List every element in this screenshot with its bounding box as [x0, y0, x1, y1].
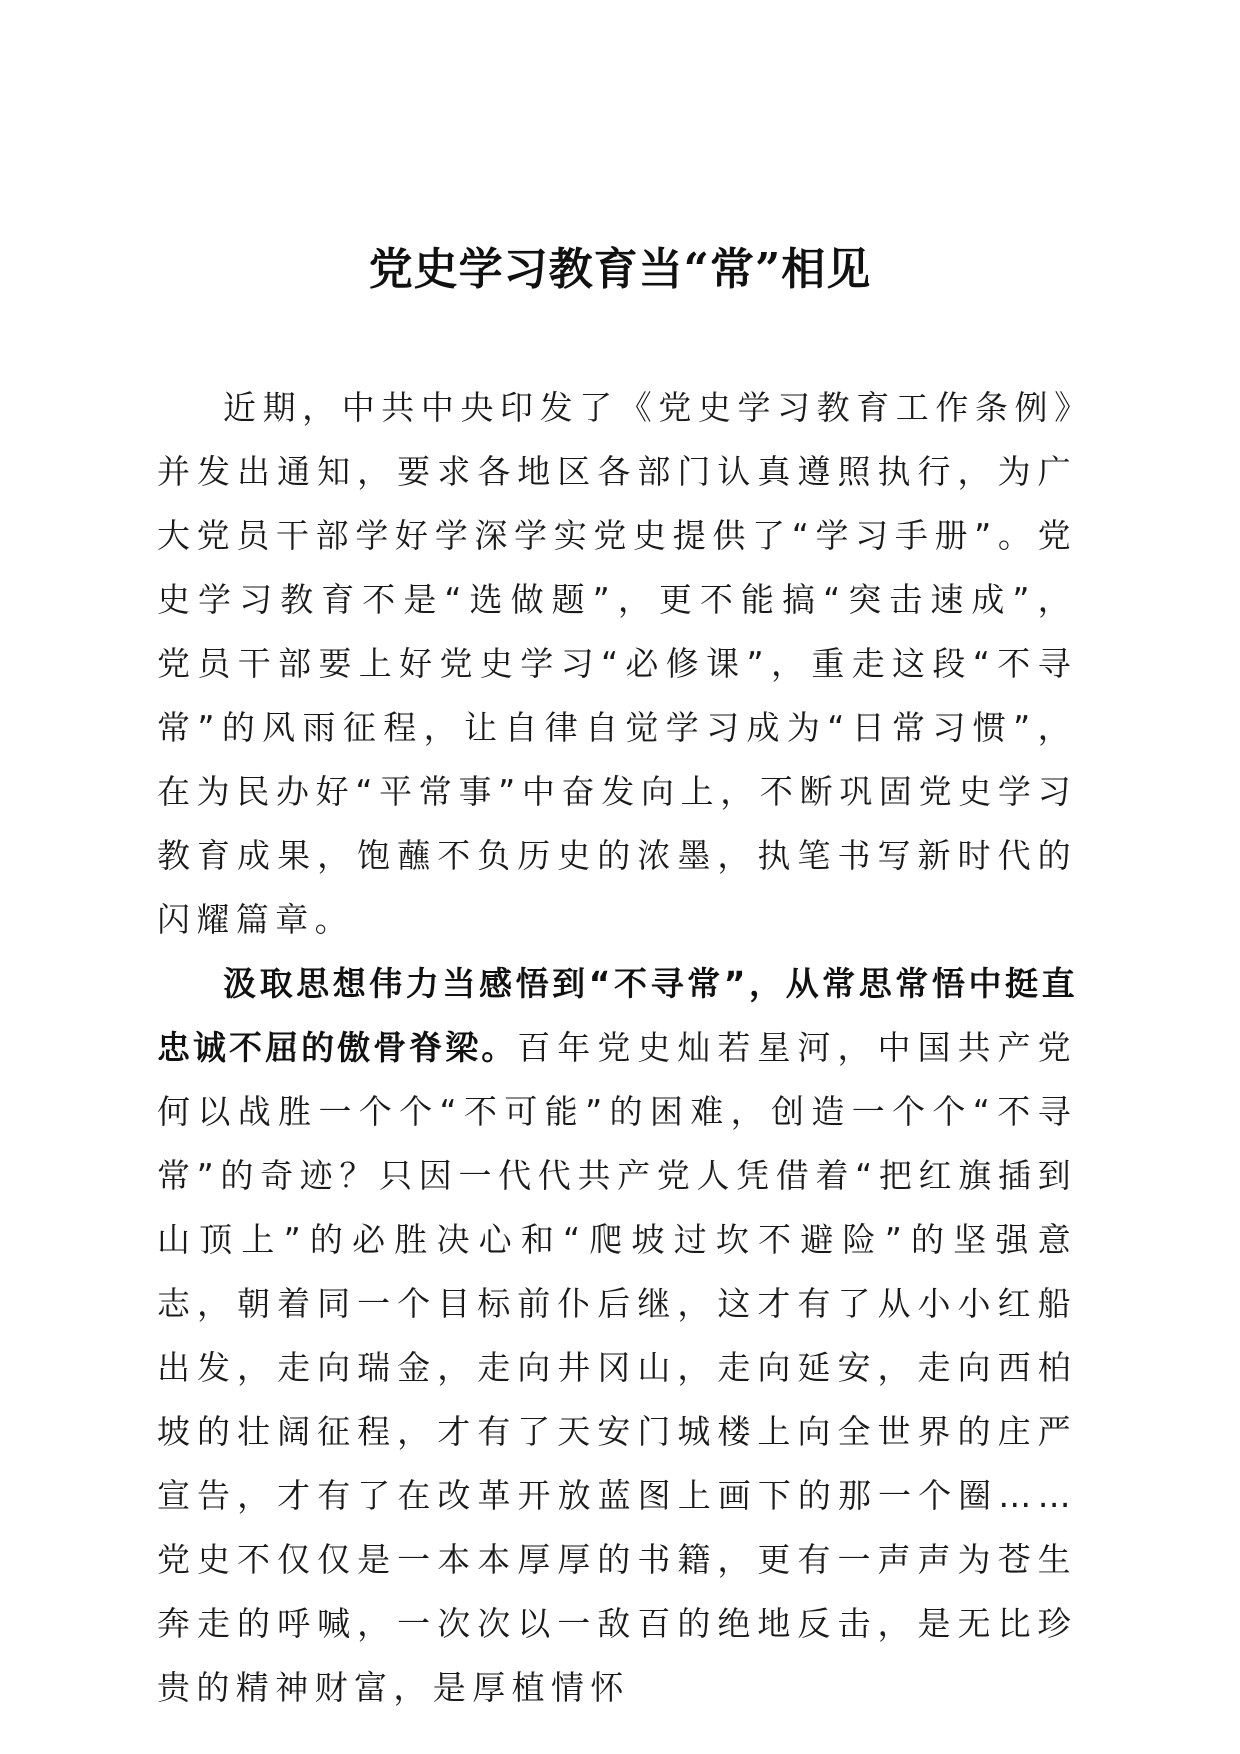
document-body: [157, 376, 1077, 1720]
paragraph-2: [157, 952, 1077, 1720]
paragraph-2-text: 百年党史灿若星河，中国共产党何以战胜一个个“不可能”的困难，创造一个个“不寻常”的奇迹？只因一代代共产党人凭借着“把红旗插到山顶上”的必胜决心和“爬坡过坎不避险”的坚强意志，朝着同一个目标前仆后继，这才有了从小小红船出发，走向瑞金，走向井冈山，走向延安，走向西柏坡的壮阔征程，才有了天安门城楼上向全世界的庄严宣告，才有了在改革开放蓝图上画下的那一个圈……党史不仅仅是一本本厚厚的书籍，更有一声声为苍生奔走的呼喊，一次次以一敌百的绝地反击，是无比珍贵的精神财富，是厚植情怀: [157, 1028, 1077, 1707]
document-title: 党史学习教育当“常”相见: [368, 244, 872, 295]
paragraph-1-text: 近期，中共中央印发了《党史学习教育工作条例》并发出通知，要求各地区各部门认真遵照执行，为广大党员干部学好学深学实党史提供了“学习手册”。党史学习教育不是“选做题”，更不能搞“突击速成”，党员干部要上好党史学习“必修课”，重走这段“不寻常”的风雨征程，让自律自觉学习成为“日常习惯”，在为民办好“平常事”中奋发向上，不断巩固党史学习教育成果，饱蘸不负历史的浓墨，执笔书写新时代的闪耀篇章。: [157, 388, 1077, 939]
paragraph-2-lead-sentence: 汲取思想伟力当感悟到“不寻常”，从常思常悟中挺直忠诚不屈的傲骨脊梁。: [157, 964, 1077, 1067]
paragraph-1: [157, 376, 1077, 952]
